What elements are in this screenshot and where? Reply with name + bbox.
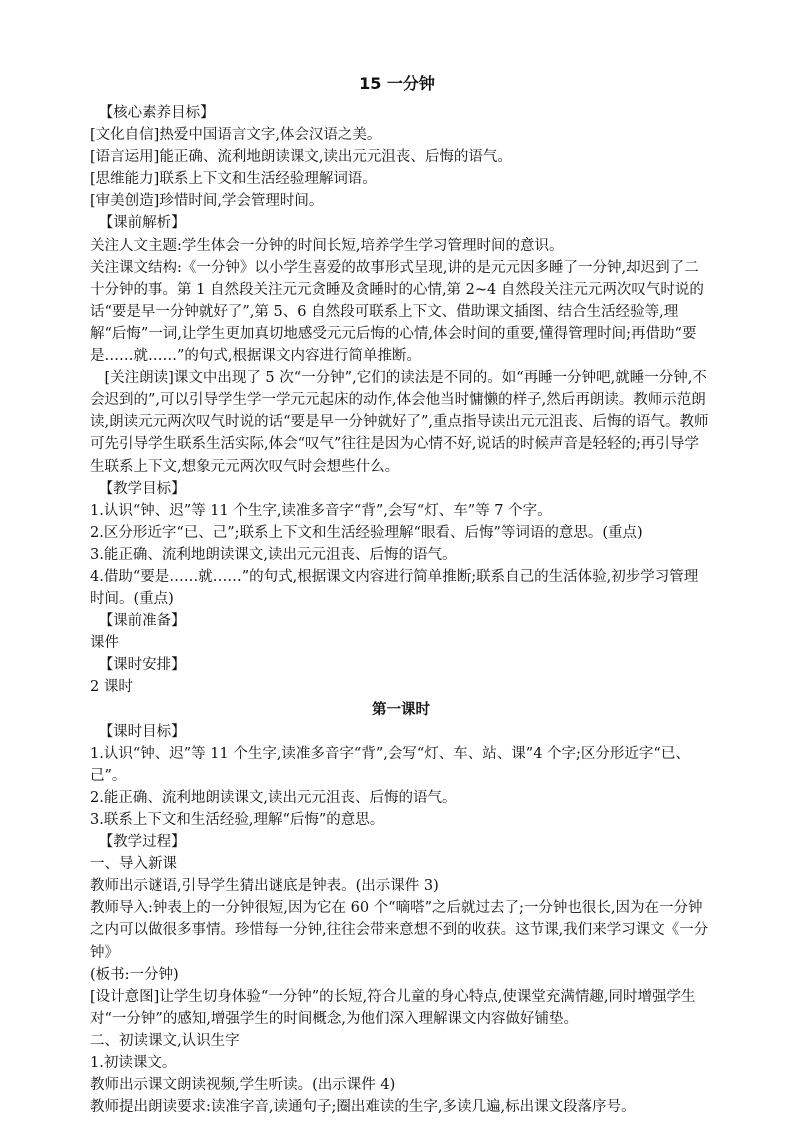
paragraph: 课件 bbox=[90, 635, 119, 652]
paragraph: 一、导入新课 bbox=[90, 856, 177, 873]
paragraph: 3.联系上下文和生活经验,理解“后悔”的意思。 bbox=[90, 812, 385, 828]
document-body bbox=[90, 102, 712, 1118]
section-heading: 【课时目标】 bbox=[98, 723, 186, 740]
paragraph: 1.认识“钟、迟”等 11 个生字,读准多音字“背”,会写“灯、车”等 7 个字。 bbox=[90, 502, 552, 519]
paragraph: [关注朗读]课文中出现了 5 次“一分钟”,它们的读法是不同的。如“再睡一分钟吧,就睡一分钟,不会迟到的”,可以引导学生学一学元元起床的动作,体会他当时慵懒的样子,然后再朗读。教师示范朗读,朗读元元两次叹气时说的话“要是早一分钟就好了”,重点指导读出元元沮丧、后悔的语气。教师可先引导学生联系生活实际,体会“叹气”往往是因为心情不好,说话的时候声音是轻轻的;再引导学生联系上下文,想象元元两次叹气时会想些什么。 bbox=[90, 370, 709, 475]
paragraph: 2 课时 bbox=[90, 679, 133, 696]
paragraph: [语言运用]能正确、流利地朗读课文,读出元元沮丧、后悔的语气。 bbox=[90, 149, 512, 166]
section-heading: 【教学目标】 bbox=[98, 480, 186, 497]
paragraph: 1.初读课文。 bbox=[90, 1055, 177, 1072]
paragraph: 3.能正确、流利地朗读课文,读出元元沮丧、后悔的语气。 bbox=[90, 546, 457, 563]
paragraph: [文化自信]热爱中国语言文字,体会汉语之美。 bbox=[90, 127, 382, 144]
section-subtitle: 第一课时 bbox=[372, 701, 430, 718]
paragraph: 2.区分形近字“已、己”;联系上下文和生活经验理解“眼看、后悔”等词语的意思。(重点) bbox=[90, 524, 643, 541]
paragraph: [思维能力]联系上下文和生活经验理解词语。 bbox=[90, 171, 377, 188]
paragraph: [审美创造]珍惜时间,学会管理时间。 bbox=[90, 193, 324, 210]
paragraph: (板书:一分钟) bbox=[90, 966, 179, 983]
section-heading: 【核心素养目标】 bbox=[98, 105, 215, 121]
paragraph: 教师出示课文朗读视频,学生听读。(出示课件 4) bbox=[90, 1077, 396, 1094]
paragraph: 4.借助“要是……就……”的句式,根据课文内容进行简单推断;联系自己的生活体验,初步学习管理时间。(重点) bbox=[90, 568, 699, 608]
paragraph: 关注课文结构:《一分钟》以小学生喜爱的故事形式呈现,讲的是元元因多睡了一分钟,却迟到了二十分钟的事。第 1 自然段关注元元贪睡及贪睡时的心情,第 2~4 自然段关注元元两次叹气时说的话“要是早一分钟就好了”,第 5、6 自然段可联系上下文、借助课文插图、结合生活经验等,理解“后悔”一词,让学生更加真切地感受元元后悔的心情,体会时间的重要,懂得管理时间;再借助“要是……就……”的句式,根据课文内容进行简单推断。 bbox=[90, 259, 704, 365]
section-heading: 【课时安排】 bbox=[98, 657, 186, 674]
section-heading: 【课前准备】 bbox=[98, 613, 186, 630]
paragraph: 教师导入:钟表上的一分钟很短,因为它在 60 个“嘀嗒”之后就过去了;一分钟也很长,因为在一分钟之内可以做很多事情。珍惜每一分钟,往往会带来意想不到的收获。这节课,我们来学习课文《一分钟》 bbox=[90, 900, 709, 961]
section-heading: 【教学过程】 bbox=[98, 834, 186, 851]
lesson-title: 15 一分钟 bbox=[359, 74, 435, 93]
paragraph: 关注人文主题:学生体会一分钟的时间长短,培养学生学习管理时间的意识。 bbox=[90, 237, 564, 254]
paragraph: 1.认识“钟、迟”等 11 个生字,读准多音字“背”,会写“灯、车、站、课”4 个字;区分形近字“已、己”。 bbox=[90, 745, 690, 784]
paragraph: 2.能正确、流利地朗读课文,读出元元沮丧、后悔的语气。 bbox=[90, 789, 457, 806]
section-heading: 【课前解析】 bbox=[98, 215, 186, 232]
paragraph: 教师提出朗读要求:读准字音,读通句子;圈出难读的生字,多读几遍,标出课文段落序号。 bbox=[90, 1099, 636, 1116]
paragraph: 教师出示谜语,引导学生猜出谜底是钟表。(出示课件 3) bbox=[90, 878, 439, 895]
paragraph: 二、初读课文,认识生字 bbox=[90, 1032, 240, 1049]
paragraph: [设计意图]让学生切身体验“一分钟”的长短,符合儿童的身心特点,使课堂充满情趣,同时增强学生对“一分钟”的感知,增强学生的时间概念,为他们深入理解课文内容做好铺垫。 bbox=[90, 988, 696, 1027]
